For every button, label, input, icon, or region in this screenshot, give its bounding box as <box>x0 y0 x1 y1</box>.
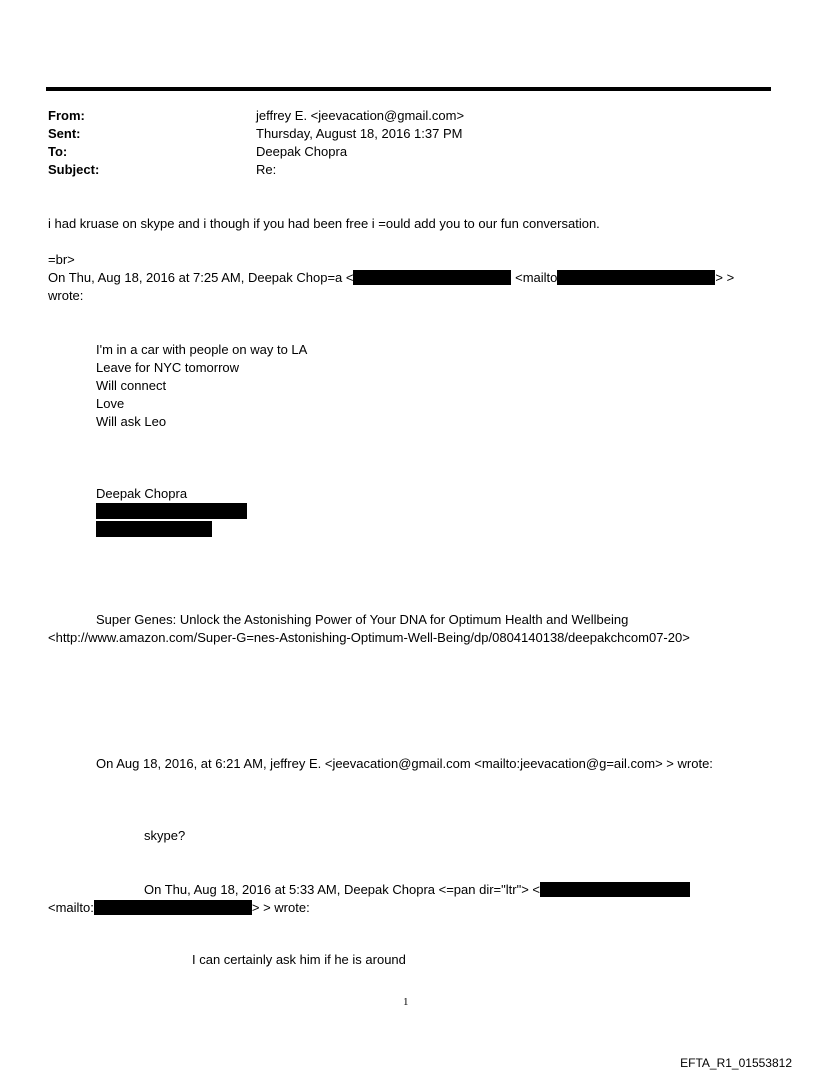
final-message: I can certainly ask him if he is around <box>192 952 406 967</box>
quote1-header-line2: wrote: <box>48 288 84 303</box>
message-line: Love <box>96 396 125 411</box>
message-line: I'm in a car with people on way to LA <box>96 342 308 357</box>
subject-label: Subject: <box>48 162 100 177</box>
sent-label: Sent: <box>48 126 81 141</box>
redacted-email <box>353 270 511 285</box>
subject-value: Re: <box>256 162 277 177</box>
quote3-mailto: <mailto: <box>48 900 94 915</box>
to-value: Deepak Chopra <box>256 144 348 159</box>
message-line: Leave for NYC tomorrow <box>96 360 240 375</box>
quote3-post: > > wrote: <box>251 900 310 915</box>
from-label: From: <box>48 108 85 123</box>
book-link[interactable]: <http://www.amazon.com/Super-G=nes-Astonishing-Optimum-Well-Being/dp/0804140138/deepakchcom07-20> <box>48 630 690 645</box>
redacted-email <box>557 270 715 285</box>
header-rule <box>46 87 771 91</box>
skype-message: skype? <box>144 828 186 843</box>
book-title: Super Genes: Unlock the Astonishing Power of Your DNA for Optimum Health and Wellbeing <box>96 612 629 627</box>
quote3-header-line2 <box>48 899 310 917</box>
quote3-pre: On Thu, Aug 18, 2016 at 5:33 AM, Deepak Chopra <=pan dir="ltr"> < <box>144 882 541 897</box>
to-label: To: <box>48 144 68 159</box>
message-line: Will connect <box>96 378 167 393</box>
sent-value: Thursday, August 18, 2016 1:37 PM <box>256 126 463 141</box>
redacted-signature-line <box>96 521 212 537</box>
quote1-post: > > <box>715 270 735 285</box>
signature-name: Deepak Chopra <box>96 486 188 501</box>
redacted-signature-line <box>96 503 247 519</box>
bates-number: EFTA_R1_01553812 <box>680 1056 792 1070</box>
quote2-header: On Aug 18, 2016, at 6:21 AM, jeffrey E. <jeevacation@gmail.com <mailto:jeevacation@g=ail.com> > wrote: <box>96 756 713 771</box>
intro-text: i had kruase on skype and i though if you had been free i =ould add you to our fun conversation. <box>48 216 600 231</box>
page-number: 1 <box>403 996 409 1008</box>
quote3-header-line1 <box>144 881 690 899</box>
redacted-email <box>540 882 690 897</box>
from-value: jeffrey E. <jeevacation@gmail.com> <box>256 108 465 123</box>
quote1-pre: On Thu, Aug 18, 2016 at 7:25 AM, Deepak Chop=a < <box>48 270 354 285</box>
redacted-email <box>94 900 252 915</box>
message-line: Will ask Leo <box>96 414 167 429</box>
quote1-header-line1 <box>48 269 734 287</box>
br-artifact: =br> <box>48 252 75 267</box>
quote1-mailto: <mailto <box>515 270 558 285</box>
